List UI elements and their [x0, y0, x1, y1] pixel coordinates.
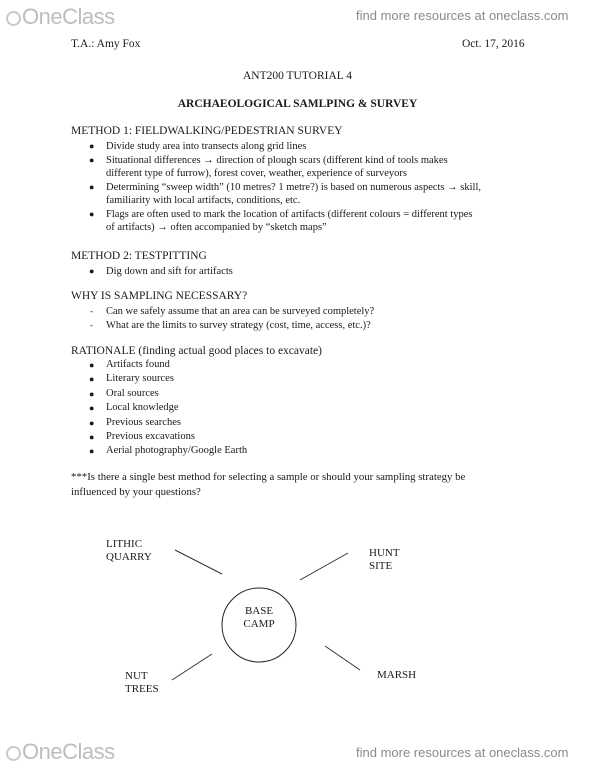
bullet-icon: ● — [89, 266, 95, 276]
list-item: ● Previous searches — [106, 416, 247, 430]
list-item-continued: familiarity with local artifacts, conditions, etc. — [106, 195, 301, 206]
logo-text: OneClass — [22, 739, 115, 764]
oneclass-logo-bottom[interactable] — [6, 739, 115, 765]
nut-trees-label: NUT TREES — [125, 670, 159, 695]
dash-icon: - — [90, 319, 93, 330]
list-item: ● Determining “sweep width” (10 metres? 1 metre?) is based on numerous aspects → skill, — [89, 181, 481, 193]
bullet-icon: ● — [89, 360, 95, 370]
bullet-icon: ● — [89, 154, 95, 165]
method2-heading: METHOD 2: TESTPITTING — [71, 250, 207, 262]
doc-title: ARCHAEOLOGICAL SAMLPING & SURVEY — [177, 98, 418, 110]
dash-icon: - — [90, 306, 93, 316]
list-item-continued: different type of furrow), forest cover, weather, experience of surveyors — [106, 168, 407, 179]
list-item: - What are the limits to survey strategy (cost, time, access, etc.)? — [90, 319, 371, 331]
bullet-icon: ● — [89, 141, 95, 151]
lithic-quarry-label: LITHIC QUARRY — [106, 538, 152, 563]
line-to-hunt-site — [300, 553, 348, 580]
line-to-nut-trees — [172, 654, 212, 680]
list-item: ● Flags are often used to mark the location of artifacts (different colours = different types — [89, 208, 473, 220]
bullet-icon: ● — [89, 374, 95, 385]
bullet-icon: ● — [89, 432, 95, 443]
ta-name: T.A.: Amy Fox — [71, 38, 141, 50]
bullet-icon: ● — [89, 388, 95, 399]
doc-date: Oct. 17, 2016 — [462, 38, 525, 50]
method1-heading: METHOD 1: FIELDWALKING/PEDESTRIAN SURVEY — [71, 125, 343, 137]
bullet-icon: ● — [89, 446, 95, 457]
bullet-icon: ● — [89, 208, 95, 219]
list-item: ● Previous excavations — [106, 430, 247, 444]
list-item: ● Local knowledge — [106, 401, 247, 415]
logo-text: OneClass — [22, 4, 115, 29]
list-item: ● Oral sources — [106, 387, 247, 401]
base-camp-label: BASE CAMP — [243, 605, 275, 630]
list-item: ● Divide study area into transects along grid lines — [89, 141, 307, 152]
bullet-icon: ● — [89, 403, 95, 414]
list-item: ● Artifacts found — [106, 358, 247, 372]
why-heading: WHY IS SAMPLING NECESSARY? — [71, 290, 248, 302]
line-to-lithic-quarry — [175, 550, 222, 574]
logo-circle-icon — [6, 746, 21, 761]
list-item: ● Aerial photography/Google Earth — [106, 444, 247, 458]
list-item: ● Literary sources — [106, 372, 247, 386]
footer-link[interactable]: find more resources at oneclass.com — [356, 745, 569, 760]
list-item: - Can we safely assume that an area can be surveyed completely? — [90, 306, 375, 317]
header-link[interactable]: find more resources at oneclass.com — [356, 8, 569, 23]
marsh-label: MARSH — [377, 669, 417, 681]
line-to-marsh — [325, 646, 360, 670]
question-line-1: ***Is there a single best method for selecting a sample or should your sampling strategy be — [71, 471, 466, 483]
list-item-continued: of artifacts) → often accompanied by “sketch maps” — [106, 222, 327, 233]
question-line-2: influenced by your questions? — [71, 486, 201, 498]
bullet-icon: ● — [89, 181, 95, 192]
course-title: ANT200 TUTORIAL 4 — [242, 70, 353, 82]
list-item: ● Situational differences → direction of plough scars (different kind of tools makes — [89, 154, 448, 166]
rationale-heading: RATIONALE (finding actual good places to excavate) — [71, 345, 322, 357]
hunt-site-label: HUNT SITE — [369, 547, 400, 572]
list-item: ● Dig down and sift for artifacts — [89, 266, 233, 277]
bullet-icon: ● — [89, 417, 95, 428]
